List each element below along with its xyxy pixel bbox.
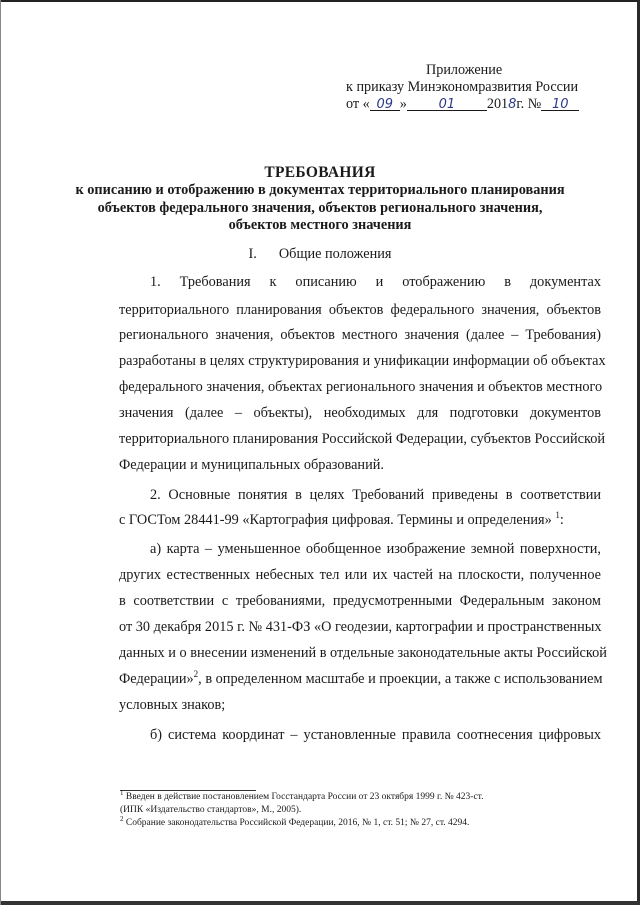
item-a-line-6	[119, 671, 601, 688]
footnote-2	[120, 815, 470, 828]
para1-line-3: регионального значения, объектов местного значения (далее – Требования)	[119, 327, 601, 343]
footnote-2-mark: 2	[120, 815, 124, 823]
year-digit-handwritten: 8	[508, 97, 517, 112]
scan-edge-bottom	[0, 901, 640, 905]
item-a-line-2: других естественных небесных тел или их частей на плоскости, полученное	[119, 567, 601, 583]
month-blank	[407, 96, 487, 111]
title-heading: ТРЕБОВАНИЯ	[264, 164, 376, 181]
footnote-1-line-1	[120, 789, 484, 802]
approval-line-1: Приложение	[426, 62, 503, 78]
item-a-line-6-text: Федерации»	[119, 671, 194, 687]
para2-line-2	[119, 512, 601, 529]
day-blank	[370, 96, 400, 111]
item-a-line-4: от 30 декабря 2015 г. № 431-ФЗ «О геодезии, картографии и пространственных	[119, 619, 602, 635]
para2-line-1: 2. Основные понятия в целях Требований приведены в соответствии	[150, 487, 601, 503]
footnote-separator	[120, 790, 256, 791]
footnote-1-text: Введен в действие постановлением Госстандарта России от 23 октября 1999 г. № 423-ст.	[123, 792, 484, 802]
number-blank	[541, 96, 579, 111]
para1-line-6: значения (далее – объекты), необходимых для подготовки документов	[119, 405, 601, 421]
item-a-line-6-tail: , в определенном масштабе и проекции, а также с использованием	[198, 671, 603, 687]
section-number: I.	[248, 246, 257, 262]
day-handwritten: 09	[376, 97, 394, 112]
approval-date-prefix: от «	[346, 96, 370, 112]
footnote-1-line-2: (ИПК «Издательство стандартов», М., 2005).	[120, 805, 302, 815]
para1-line-5: федерального значения, объектах регионального значения и объектов местного	[119, 379, 603, 395]
year-prefix: 201	[486, 96, 509, 112]
approval-stamp	[342, 62, 594, 113]
footnote-2-text: Собрание законодательства Российской Федерации, 2016, № 1, ст. 51; № 27, ст. 4294.	[123, 818, 470, 828]
title-line-2: объектов федерального значения, объектов регионального значения,	[97, 199, 543, 216]
title-line-1: к описанию и отображению в документах территориального планирования	[75, 182, 565, 198]
document-title	[0, 163, 640, 235]
approval-date-mid: »	[399, 96, 407, 112]
para2-line-2-tail: :	[559, 512, 564, 528]
para1-line-8: Федерации и муниципальных образований.	[119, 457, 384, 473]
number-prefix: г. №	[516, 96, 542, 112]
section-heading	[0, 246, 640, 263]
para1-line-1: 1. Требования к описанию и отображению в документах	[150, 274, 601, 290]
para1-line-2: территориального планирования объектов федерального значения, объектов	[119, 302, 601, 318]
footnote-1-mark: 1	[120, 789, 124, 797]
para1-line-4: разработаны в целях структурирования и унификации информации об объектах	[119, 353, 606, 369]
item-b-line-1: б) система координат – установленные правила соотнесения цифровых	[150, 727, 601, 743]
scan-edge-top	[0, 0, 640, 2]
item-a-line-3: в соответствии с требованиями, предусмотренными Федеральным законом	[119, 593, 601, 609]
title-line-3: объектов местного значения	[228, 217, 412, 233]
item-a-line-5: данных и о внесении изменений в отдельные законодательные акты Российской	[119, 645, 607, 661]
item-a-line-1: а) карта – уменьшенное обобщенное изображение земной поверхности,	[150, 541, 601, 557]
item-a-line-7: условных знаков;	[119, 697, 226, 713]
para1-line-7: территориального планирования Российской Федерации, субъектов Российской	[119, 431, 606, 447]
section-title: Общие положения	[278, 246, 392, 262]
approval-line-3	[342, 96, 594, 113]
number-handwritten: 10	[551, 97, 569, 112]
approval-line-2: к приказу Минэкономразвития России	[346, 79, 579, 95]
scan-edge-left	[0, 0, 1, 905]
footnote-ref-2: 2	[193, 669, 199, 679]
month-handwritten: 01	[438, 97, 456, 112]
footnote-ref-1: 1	[555, 510, 560, 520]
para2-line-2-text: с ГОСТом 28441-99 «Картография цифровая. Термины и определения»	[119, 512, 552, 528]
